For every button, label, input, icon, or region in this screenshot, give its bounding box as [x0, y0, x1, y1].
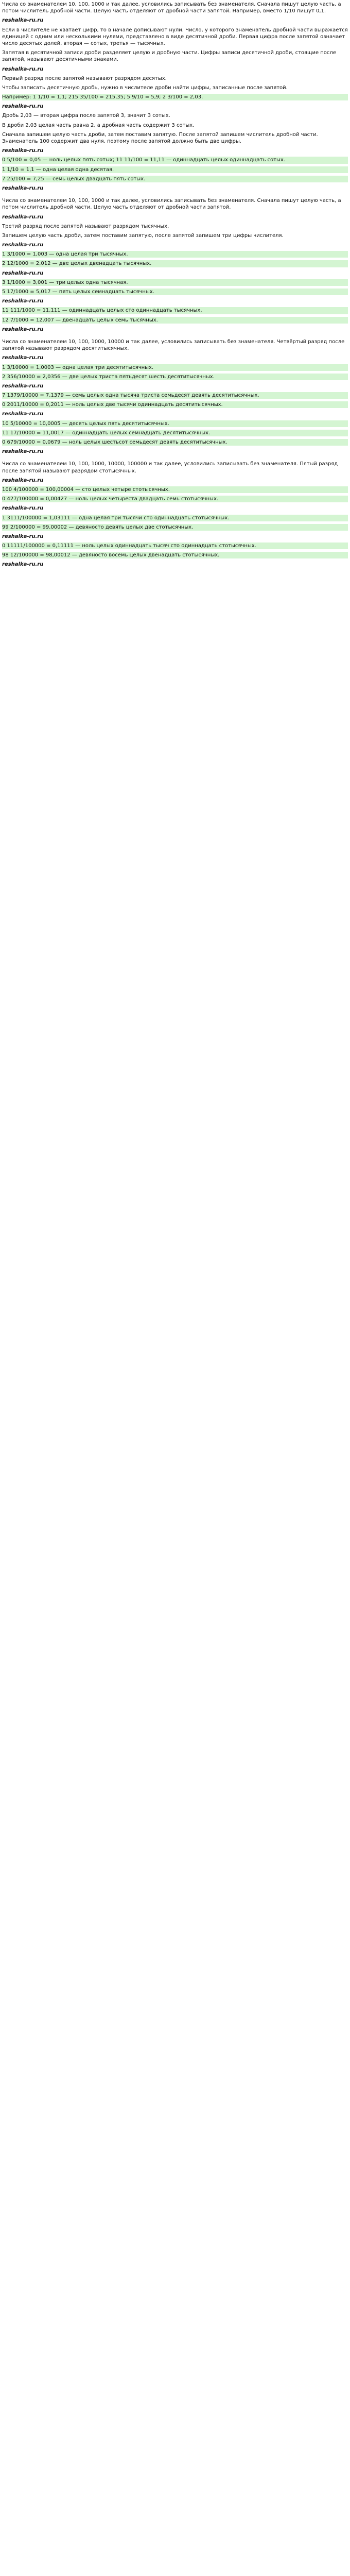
watermark-text: reshalka-ru.ru	[2, 104, 44, 110]
example-line: 2 356/10000 = 2,0356 — две целых триста пятьдесят шесть десятитысячных.	[2, 374, 348, 380]
paragraph: Числа со знаменателем 10, 100, 1000, 10000 и так далее, условились записывать без знаменателя. Четвёртый разряд после запятой называют разрядом десятитысячных.	[2, 338, 345, 352]
paragraph: Если в числителе не хватает цифр, то в начале дописывают нули. Число, у которого знаменатель дробной части выражается единицей с одним или несколькими нулями, представлено в виде десятичной дроби. Первая цифра после запятой означает число десятых долей, вторая — сотых, третья — тысячных.	[2, 27, 348, 46]
example-line: 1 1/10 = 1,1 — одна целая одна десятая.	[2, 166, 348, 173]
watermark-text: reshalka-ru.ru	[2, 18, 44, 24]
paragraph: Сначала запишем целую часть дроби, затем поставим запятую. После запятой запишем числитель дробной части. Знаменатель 100 содержит два нуля, поэтому после запятой должно быть две цифры.	[2, 131, 318, 144]
example-line: 0 427/100000 = 0,00427 — ноль целых четыреста двадцать семь стотысячных.	[2, 496, 348, 502]
watermark-text: reshalka-ru.ru	[2, 383, 44, 389]
watermark-text: reshalka-ru.ru	[2, 411, 44, 417]
example-line: 3 1/1000 = 3,001 — три целых одна тысячная.	[2, 279, 348, 286]
watermark-text: reshalka-ru.ru	[2, 185, 44, 191]
example-line: 7 25/100 = 7,25 — семь целых двадцать пять сотых.	[2, 176, 348, 182]
watermark-text: reshalka-ru.ru	[2, 326, 44, 332]
example-line: 5 17/1000 = 5,017 — пять целых семнадцать тысячных.	[2, 289, 348, 295]
paragraph: Дробь 2,03 — вторая цифра после запятой 3, значит 3 сотых.	[2, 113, 170, 119]
example-line: 98 12/100000 = 98,00012 — девяносто восемь целых двенадцать стотысячных.	[2, 552, 348, 558]
paragraph: В дроби 2,03 целая часть равна 2, а дробная часть содержит 3 сотых.	[2, 122, 195, 128]
document-body	[0, 0, 350, 568]
example-line: 7 1379/10000 = 7,1379 — семь целых одна тысяча триста семьдесят девять десятитысячных.	[2, 392, 348, 399]
example-line: 12 7/1000 = 12,007 — двенадцать целых семь тысячных.	[2, 317, 348, 324]
example-line: 11 17/10000 = 11,0017 — одиннадцать целых семнадцать десятитысячных.	[2, 430, 348, 436]
example-line: 0 11111/100000 = 0,11111 — ноль целых одиннадцать тысяч сто одиннадцать стотысячных.	[2, 543, 348, 549]
watermark-text: reshalka-ru.ru	[2, 66, 44, 72]
watermark-text: reshalka-ru.ru	[2, 214, 44, 220]
example-line: 2 12/1000 = 2,012 — две целых двенадцать тысячных.	[2, 260, 348, 267]
watermark-text: reshalka-ru.ru	[2, 449, 44, 455]
watermark-text: reshalka-ru.ru	[2, 242, 44, 248]
example-line: 100 4/100000 = 100,00004 — сто целых четыре стотысячных.	[2, 486, 348, 493]
watermark-text: reshalka-ru.ru	[2, 148, 44, 154]
watermark-text: reshalka-ru.ru	[2, 477, 44, 483]
example-line: 0 679/10000 = 0,0679 — ноль целых шестьсот семьдесят девять десятитысячных.	[2, 439, 348, 446]
watermark-text: reshalka-ru.ru	[2, 533, 44, 539]
paragraph: Числа со знаменателем 10, 100, 1000, 10000, 100000 и так далее, условились записывать без знаменателя. Пятый разряд после запятой называют разрядом стотысячных.	[2, 461, 338, 474]
example-line: 0 2011/10000 = 0,2011 — ноль целых две тысячи одиннадцать десятитысячных.	[2, 401, 348, 408]
paragraph: Числа со знаменателем 10, 100, 1000 и так далее, условились записывать без знаменателя. Сначала пишут целую часть, а потом числитель дробной части. Целую часть отделяют от дробной части запятой.	[2, 198, 341, 211]
paragraph: Третий разряд после запятой называют разрядом тысячных.	[2, 223, 169, 229]
example-line: 0 5/100 = 0,05 — ноль целых пять сотых; 11 11/100 = 11,11 — одиннадцать целых одиннадцать сотых.	[2, 157, 348, 163]
watermark-text: reshalka-ru.ru	[2, 270, 44, 276]
example-line: 99 2/100000 = 99,00002 — девяносто девять целых две стотысячных.	[2, 524, 348, 531]
example-line: 1 3/10000 = 1,0003 — одна целая три десятитысячных.	[2, 364, 348, 371]
paragraph: Первый разряд после запятой называют разрядом десятых.	[2, 75, 167, 81]
paragraph: Запишем целую часть дроби, затем поставим запятую, после запятой запишем три цифры числителя.	[2, 232, 284, 239]
example-line: 1 3111/100000 = 1,03111 — одна целая три тысячи сто одиннадцать стотысячных.	[2, 515, 348, 521]
example-line: 11 111/1000 = 11,111 — одиннадцать целых сто одиннадцать тысячных.	[2, 307, 348, 314]
example-line: Например: 1 1/10 = 1,1; 215 35/100 = 215,35; 5 9/10 = 5,9; 2 3/100 = 2,03.	[2, 94, 348, 100]
paragraph: Запятая в десятичной записи дроби разделяет целую и дробную части. Цифры записи десятичной дроби, стоящие после запятой, называют десятичными знаками.	[2, 50, 336, 63]
watermark-text: reshalka-ru.ru	[2, 298, 44, 304]
paragraph: Чтобы записать десятичную дробь, нужно в числителе дроби найти цифры, записанные после запятой.	[2, 84, 288, 91]
watermark-text: reshalka-ru.ru	[2, 562, 44, 568]
paragraph: Числа со знаменателем 10, 100, 1000 и так далее, условились записывать без знаменателя. Сначала пишут целую часть, а потом числитель дробной части. Целую часть отделяют от дробной части запятой. Например, вместо 1/10 пишут 0,1.	[2, 2, 341, 14]
watermark-text: reshalka-ru.ru	[2, 355, 44, 361]
example-line: 1 3/1000 = 1,003 — одна целая три тысячных.	[2, 251, 348, 258]
watermark-text: reshalka-ru.ru	[2, 505, 44, 512]
example-line: 10 5/10000 = 10,0005 — десять целых пять десятитысячных.	[2, 420, 348, 427]
